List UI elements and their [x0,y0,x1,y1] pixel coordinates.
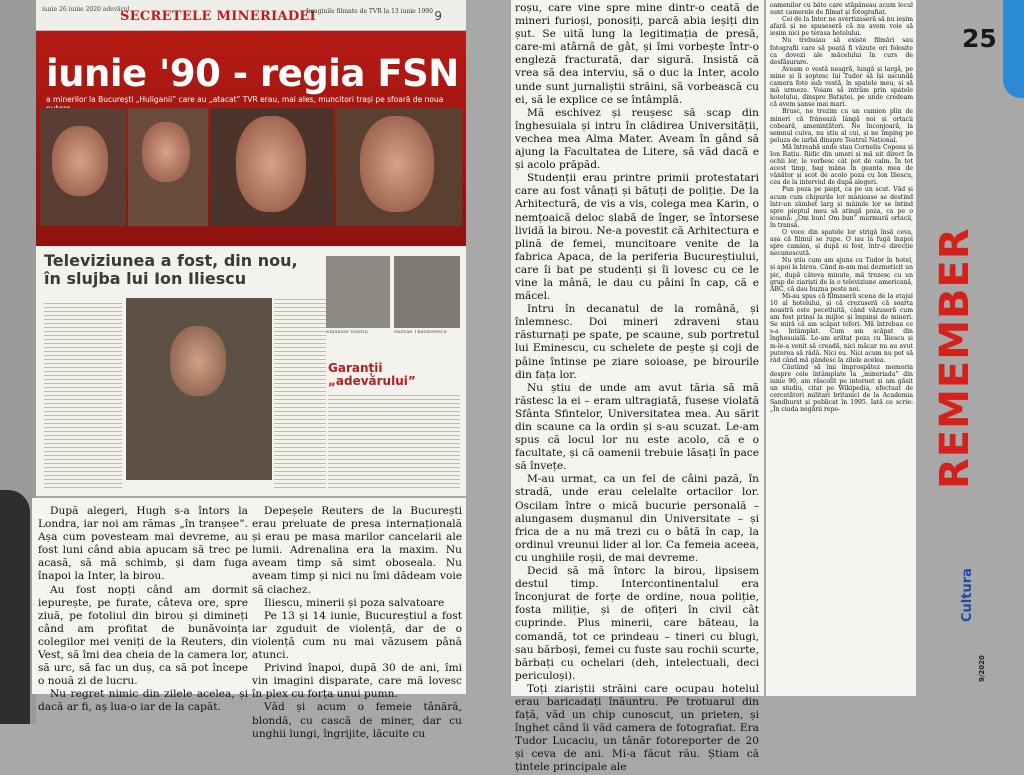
page-edge-tab-blue [1003,0,1024,98]
clipping-tv-photo [126,298,272,480]
paragraph: Nu știu cum am ajuns cu Tudor în hotel, și apoi la birou. Când m-am mai dezmeticit un pic, după câteva minute, mă trezesc cu un grup de ziariști de la o televiziune americană, ABC, că dau buzna peste noi. [770,257,913,293]
paragraph: Studenții erau printre primii protestatari care au fost vânați și bătuți de poliție. De la Arhitectură, de vis a vis, colega mea Karin, o nemțoaică deloc slabă de înger, se întorsese lividă la birou. Ne-a povestit că Arhitectura e plină de femei, muncitoare venite de la fabrica Apaca, de la periferia Bucureștiului, care îi bat pe studenți și îi lovesc cu ce le vine la mână, le dau cu pâini în cap, că e măcel. [515,172,759,303]
clipping-section-title: SECRETELE MINERIADEI [120,9,317,24]
paragraph: După alegeri, Hugh s-a întors la Londra, iar noi am rămas „în tranșee”. Așa cum povesteam mai devreme, au fost luni când abia apucam să trec pe acasă, să mă schimb, și dam fuga înapoi la Inter, la birou. [38,505,248,583]
clipping-text-column [274,296,326,490]
article-column-2 [252,505,462,741]
clipping-caption-2: Răzvan Theodorescu [394,330,447,335]
paragraph: Pe 13 și 14 iunie, Bucureștiul a fost iar zguduit de violență, dar de o violență cum nu mai văzusem până atunci. [252,609,462,662]
clipping-page-number: 9 [434,9,442,23]
paragraph: Nu regret nimic din zilele acelea, și dacă ar fi, aș lua-o iar de la capăt. [38,688,248,714]
paragraph: Mi-au spus că filmaseră scena de la etajul 10 al hotelului, și că crezuseră că soarta noastră este pecetluită, când văzuseră cum am fost prinși la mijloc și împinși de mineri. Se miră că am scăpat teferi. Mă întrebau ce s-a întâmplat. Cum am scăpat din înghesuială. Le-am arătat poza cu Iliescu și m-le-a venit să creadă, nici măcar nu au avut puterea să râdă. Nici eu. Nici acum nu pot să râd când mă gândesc la zilele acelea. [770,292,913,364]
article-column-4 [770,2,913,413]
newspaper-clipping [36,0,466,496]
paragraph: Pun poza pe piept, ca pe un scut. Văd și acum cum chipurile lor mânioase se destind într-un zâmbet larg și mâinile lor se întind spre pieptul meu să atingă poza, ca pe o icoană: „Om bun! Om bun” murmură ortacii, în transă. [770,186,913,229]
clipping-date: iunie 26 iunie 2020 adevărul [42,6,130,13]
page-edge-tab [0,490,30,724]
clipping-header-ref: Imaginile filmate de TVR la 13 iunie 1990 [306,8,433,15]
clipping-photo-3 [210,108,334,226]
paragraph: Au fost nopți când am dormit iepurește, pe furate, câteva ore, spre ziuă, pe fotoliul din birou și dimineți când am profitat de bunăvoința colegilor mei veniți de la Reuters, din Vest, să îmi dea cheia de la camera lor, să urc, să fac un duș, ca să pot începe o nouă zi de lucru. [38,583,248,688]
paragraph: Toți ziariștii străini care ocupau hotelul erau baricadați înăuntru. Pe trotuarul din față, văd un chip cunoscut, un prieten, și înghet când îi văd camera de fotografiat. Era Tudor Lucaciu, un tânăr fotoreporter de 20 și ceva de ani. Mi-a făcut rău. Știam că țintele principale ale [515,682,759,774]
paragraph: M-au urmat, ca un fel de câini pază, în stradă, unde erau celelalte ortacilor lor. Oscilam între o mică bucurie personală – alungasem dușmanul din Universitate – și frica de a nu mă trezi cu o bâtă în cap, la ordinul vreunui lider al lor. Ca femeia aceea, cu unghiile roșii, de mai devreme. [515,473,759,564]
paragraph: Decid să mă întorc la birou, lipsisem destul timp. Intercontinentalul era înconjurat de forțe de ordine, noua poliție, fosta miliție, și de ofițeri în civil cât cuprinde. Plus minerii, care băteau, la comandă, tot ce prindeau – tineri cu blugi, sau bărboși, femei cu fuste sau rochii scurte, bărbați cu ochelari (deh, intelectuali, deci periculoși). [515,565,759,682]
paragraph: Mă eschivez și reușesc să scap din înghesuiala și intru în clădirea Universității, vechea mea Alma Mater. Aveam în gând să ajung la Facultatea de Litere, să văd dacă e și acolo prăpăd. [515,106,759,172]
paragraph: Căutând să îmi împrospătez memoria despre cele întâmplate la „mineriada” din iunie 90, am răscolit pe internet și am găsit un studiu, citat pe Wikipedia, efectuat de cercetători militari britanici de la Academia Sandhurst și publicat în 1995. Iată ce scrie: „În ciuda negării repe- [770,363,913,414]
clipping-photo-2 [128,108,208,226]
paragraph: Privind înapoi, după 30 de ani, îmi vin imagini disparate, care mă lovesc în plex cu forța unui pumn. [252,662,462,701]
clipping-tv-title: Televiziunea a fost, din nou, în slujba lui Ion Iliescu [44,251,298,288]
paragraph: Mă întreabă unde stau Corneliu Coposu și Ion Rațiu. Ridic din umeri și mă uit direct în ochii lor, le vorbesc cât pot de calm. În tot acest timp, bag mâna în geanta mea de vânător și scot de acolo poza cu Ion Iliescu, cea de la interviul de după alegeri. [770,143,913,187]
clipping-header [36,0,466,31]
paragraph: oamenilor cu bâte care stăpâneau acum locul sunt camerele de filmat și fotografiat. [770,2,913,17]
paragraph: Nu trebuiau să existe filmări sau fotografii care să poată fi văzute ori folosite ca dovezi ale măcelului în curs de desfășurare. [770,37,913,66]
magazine-logo: Cultura [960,568,975,622]
paragraph: roșu, care vine spre mine dintr-o ceată de mineri furioși, ponosiți, parcă abia ieșiți din șut. Se uită lung la legitimația de presă, care-mi atârnă de gât, și îmi vorbește într-o engleză fracturată, dar sigură. Insistă că vrea să dea interviu, să o duc la Inter, acolo unde sunt jurnaliștii străini, să vorbească cu ei, să le explice ce se întâmplă. [515,2,759,106]
paragraph: Nu știu de unde am avut tăria să mă răstesc la ei – eram ultragiată, fusese violată Sfânta Sfintelor, Universitatea mea. Au sărit din scaune ca la ordin și s-au scuzat. Le-am spus că locul lor nu este acolo, că e o facultate, și că oamenii trebuie lăsați în pace să învețe. [515,381,759,473]
clipping-caption-1: Emanuel Valeriu [326,330,368,335]
paragraph: Cei de la Inter ne avertizaseră să nu ieșim afară și ne spuseseră că nu avem voie să ieșim nici pe terasa hotelului. [770,16,913,38]
paragraph: O voce din spatele lor strigă însă ceva, așa că filmul se rupe. O iau la fugă înapoi spre camion, și după ei fost, într-o direcție necunoscută. [770,229,913,258]
clipping-text-column [44,300,122,490]
clipping-text-column [328,392,460,490]
magazine-issue: 9/2020 [978,655,986,682]
article-column-3 [515,2,759,775]
section-label-remember: REMEMBER [932,227,978,489]
paragraph: Depeșele Reuters de la București erau preluate de presa internațională și erau pe masa marilor cancelarii ale lumii. Adrenalina era la maxim. Nu aveam timp să simt oboseala. Nu aveam timp și nici nu îmi dădeam voie să clachez. [252,505,462,596]
clipping-photo-4 [336,108,462,226]
paragraph: Brusc, ne trezim cu un camion plin de mineri că frânează lângă noi și ortacii coboară, amenințători. Ne înconjoară, la semnul cuiva, nu știu al cui, și ne împing pe peluza de iarbă dinspre Teatrul Național. [770,108,913,144]
clipping-photo-1 [40,108,126,226]
clipping-portrait-1 [326,256,390,328]
clipping-portrait-2 [394,256,460,328]
clipping-subheadline: a minerilor la București „Huliganii” care au „atacat” TVR erau, mai ales, muncitori trași pe sfoară de noua [46,95,444,104]
article-column-1 [38,505,248,715]
clipping-garantii-title: Garanții „adevărului” [328,361,416,388]
subheading: Iliescu, minerii și poza salvatoare [264,596,445,609]
paragraph: Intru în decanatul de la română, și înlemnesc. Doi mineri zdraveni stau răsturnați pe spate, pe scaune, sub portretul lui Eminescu, cu schelete de pește și coji de pâine întinse pe ziare soioase, pe birourile din fața lor. [515,303,759,381]
paragraph: Văd și acum o femeie tânără, blondă, cu cască de miner, dar cu unghii lungi, îngrijite, lăcuite cu [252,701,462,740]
clipping-headline: iunie '90 - regia FSN [46,52,459,95]
paragraph: Aveam o vestă neagră, lungă și largă, pe mine și îi șoptesc lui Tudor să își ascundă camera foto sub vestă, în spatele meu, și să mă urmeze. Voiam să intrăm prin spatele hotelului, dinspre Batiștei, pe unde credeam că avem șanse mai mari. [770,65,913,109]
magazine-page-number: 25 [962,24,997,53]
